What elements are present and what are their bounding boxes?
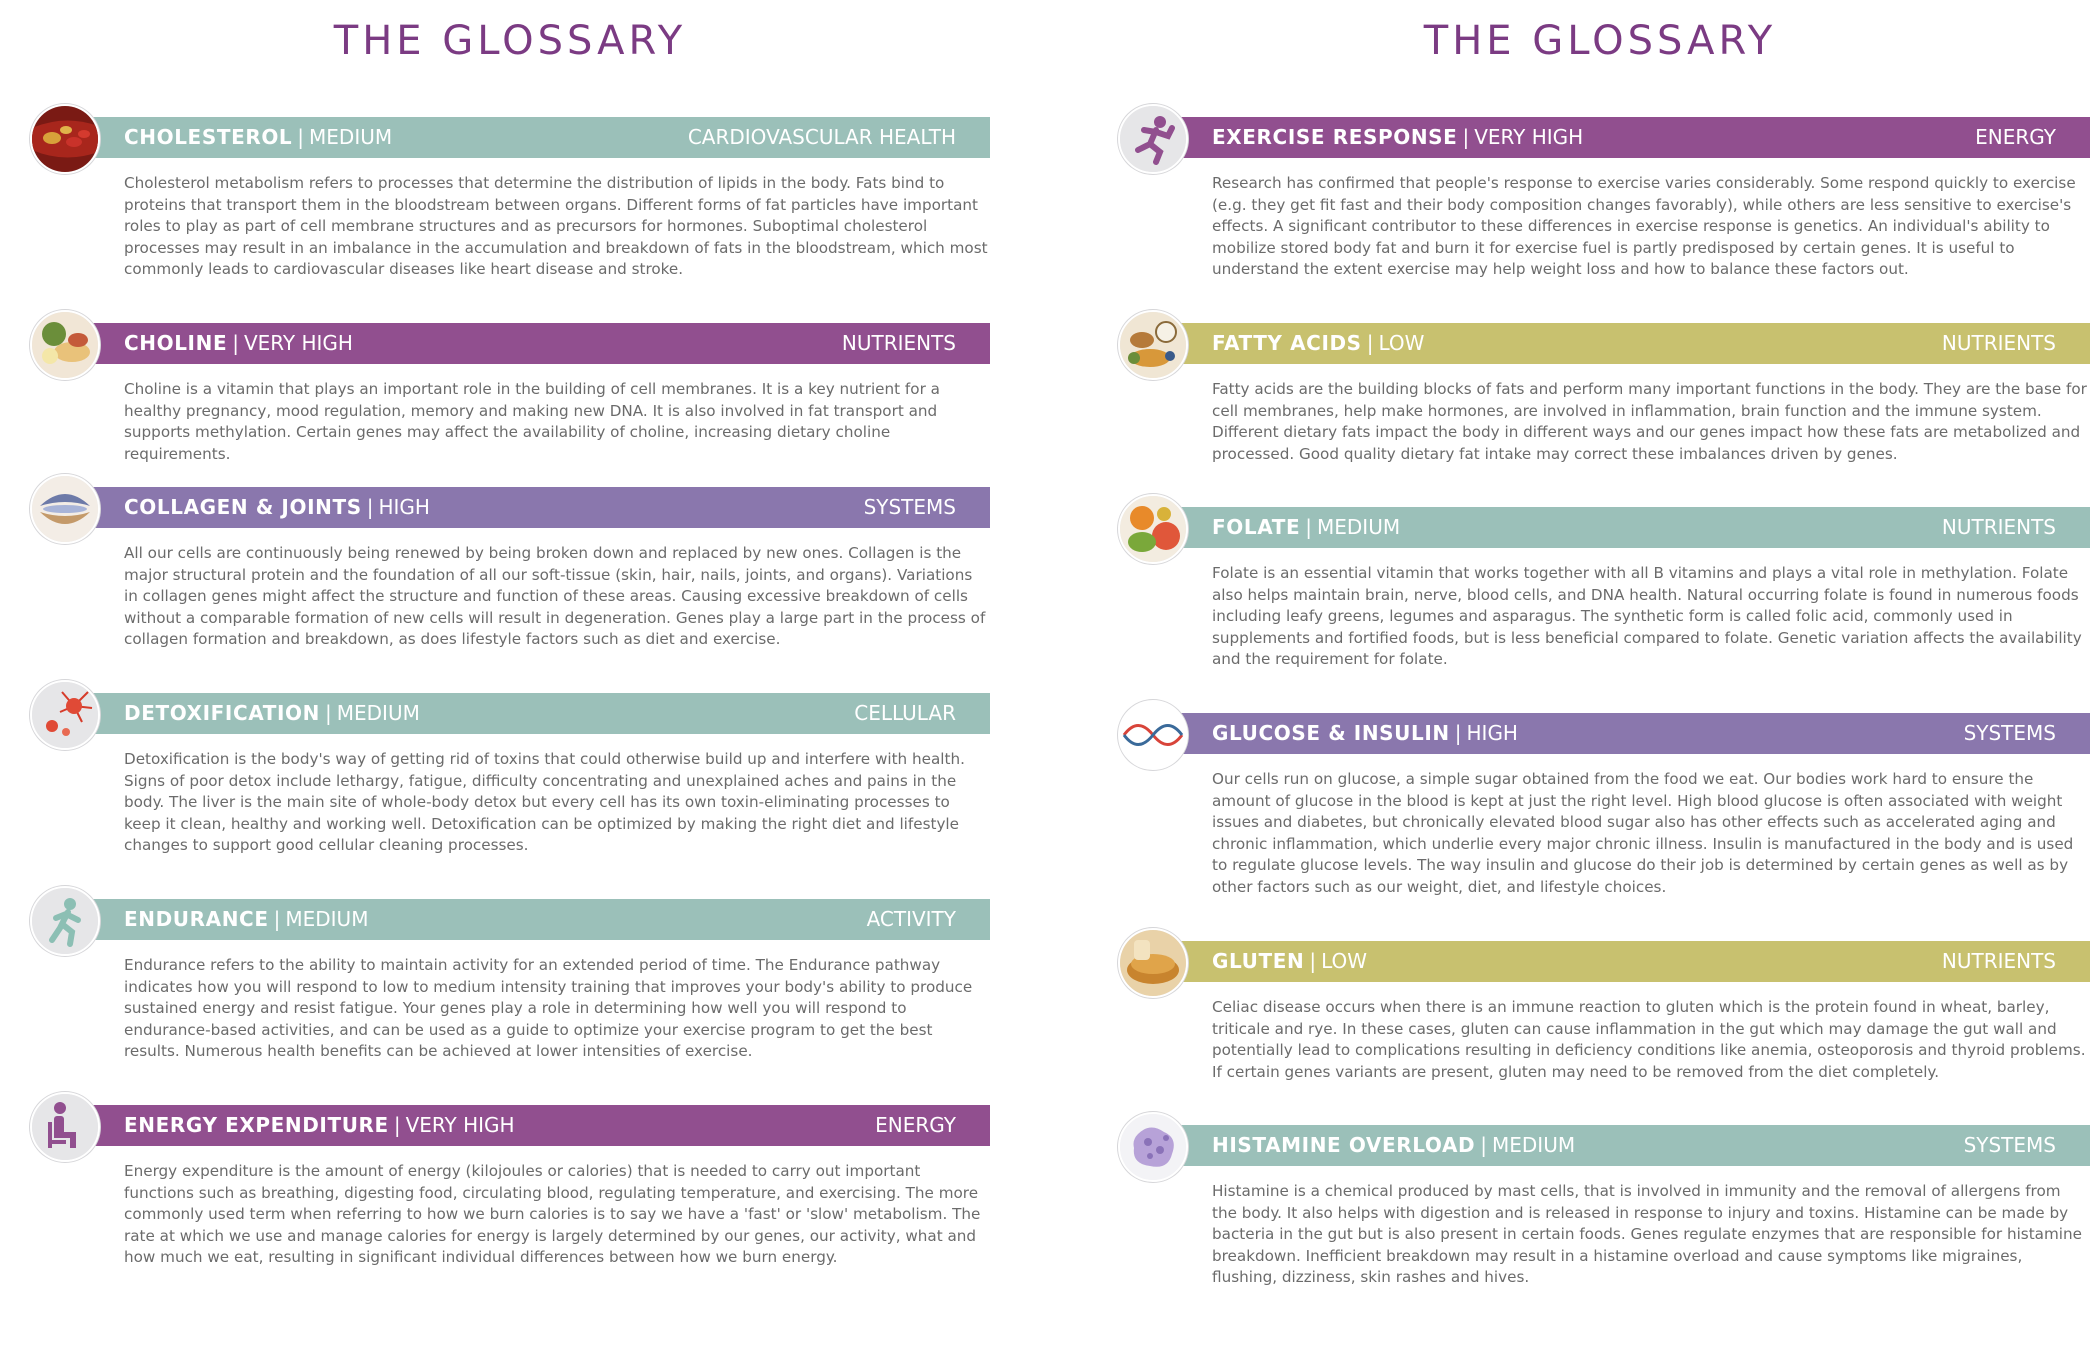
- entry-level: HIGH: [1466, 721, 1518, 745]
- entry-description: Histamine is a chemical produced by mast cells, that is involved in immunity and the removal of allergens from the body. It also helps with digestion and is released in response to injury and toxins. Histamine can be made by bacteria in the gut but is also present in certain foods. Genes regulate enzymes that are responsible for histamine breakdown. Inefficient breakdown may result in a histamine overload and cause symptoms like migraines, flushing, dizziness, skin rashes and hives.: [1212, 1182, 2082, 1286]
- entry-separator: |: [273, 907, 281, 931]
- entry-description: All our cells are continuously being renewed by being broken down and replaced by new ones. Collagen is the major structural protein and the foundation of all our soft-tissue (skin, hair, nails, joints, and organs). Variations in collagen genes might affect the structure and function of these areas. Causing excessive breakdown of cells without a comparable formation of new cells will result in degeneration. Genes play a large part in the process of collagen formation and breakdown, as does lifestyle factors such as diet and exercise.: [124, 544, 986, 648]
- entry-level: HIGH: [378, 495, 430, 519]
- bread-icon: [1118, 928, 1188, 998]
- entry-name: FOLATE: [1212, 515, 1301, 539]
- entry-separator: |: [1454, 721, 1462, 745]
- entry-description: Energy expenditure is the amount of energy (kilojoules or calories) that is needed to carry out important functions such as breathing, digesting food, circulating blood, regulating temperature, and exercising. The more commonly used term when referring to how we burn calories is to say we have a 'fast' or 'slow' metabolism. The rate at which we use and manage calories for energy is largely determined by our genes, our activity, what and how much we eat, resulting in significant individual differences between how we burn energy.: [124, 1162, 981, 1266]
- entry-name: CHOLINE: [124, 331, 228, 355]
- entry-header-bar: [1176, 507, 2090, 548]
- entry-header-bar: [1176, 941, 2090, 982]
- entry-header-bar: [88, 899, 990, 940]
- entry-separator: |: [1480, 1133, 1487, 1157]
- entry-description: Choline is a vitamin that plays an important role in the building of cell membranes. It is a key nutrient for a healthy pregnancy, mood regulation, memory and making new DNA. It is also involved in fat transport and supports methylation. Certain genes may affect the availability of choline, increasing dietary choline requirements.: [124, 380, 940, 463]
- entry-header-bar: [88, 487, 990, 528]
- entry-level: VERY HIGH: [1474, 125, 1584, 149]
- running-figure-icon: [1118, 104, 1188, 174]
- entry-separator: |: [366, 495, 374, 519]
- entry-separator: |: [325, 701, 332, 725]
- entry-name: FATTY ACIDS: [1212, 331, 1362, 355]
- entry-description: Fatty acids are the building blocks of fats and perform many important functions in the body. They are the base for cell membranes, help make hormones, are involved in inflammation, brain function and the immune system. Different dietary fats impact the body in different ways and our genes impact how these fats are metabolized and processed. Good quality dietary fat intake may correct these imbalances driven by genes.: [1212, 380, 2087, 463]
- entry-description: Our cells run on glucose, a simple sugar obtained from the food we eat. Our bodies work hard to ensure the amount of glucose in the blood is kept at just the right level. High blood glucose is often associated with weight issues and diabetes, but chronically elevated blood sugar also has other effects such as accelerated aging and chronic inflammation, which underlie every major chronic illness. Insulin is manufactured in the body and is used to regulate glucose levels. The way insulin and glucose do their job is determined by certain genes as well as by other factors such as our weight, diet, and lifestyle choices.: [1212, 770, 2074, 896]
- entry-category: NUTRIENTS: [1941, 949, 2056, 973]
- entry-header-bar: [88, 117, 990, 158]
- entry-level: MEDIUM: [285, 907, 369, 931]
- seated-person-icon: [30, 1092, 100, 1162]
- healthy-fats-icon: [1118, 310, 1188, 380]
- entry-header-bar: [88, 1105, 990, 1146]
- entry-description: Research has confirmed that people's response to exercise varies considerably. Some respond quickly to exercise (e.g. they get fit fast and their body composition changes favorably), while others are less sensitive to exercise's effects. A significant contributor to these differences in exercise response is genetics. An individual's ability to mobilize stored body fat and burn it for exercise fuel is partly predisposed by certain genes. It is useful to understand the extent exercise may help weight loss and how to balance these factors out.: [1212, 174, 2076, 278]
- entry-category: NUTRIENTS: [1941, 331, 2056, 355]
- entry-category: SYSTEMS: [1963, 721, 2056, 745]
- entry-description: Endurance refers to the ability to maintain activity for an extended period of time. The Endurance pathway indicates how you will respond to low to medium intensity training that improves your body's ability to produce sustained energy and resist fatigue. Your genes play a role in determining how well you will respond to endurance-based activities, and can be used as a guide to optimize your exercise program to get the best results. Numerous health benefits can be achieved at lower intensities of exercise.: [124, 956, 973, 1060]
- food-plate-icon: [30, 310, 100, 380]
- entry-separator: |: [1309, 949, 1317, 973]
- entry-level: VERY HIGH: [405, 1113, 515, 1137]
- entry-category: ACTIVITY: [866, 907, 956, 931]
- entry-header-bar: [88, 323, 990, 364]
- entry-header-bar: [1176, 117, 2090, 158]
- entry-header-bar: [1176, 323, 2090, 364]
- entry-category: ENERGY: [1975, 125, 2056, 149]
- glucose-wave-icon: [1118, 700, 1188, 770]
- entry-header-bar: [88, 693, 990, 734]
- entry-separator: |: [297, 125, 305, 149]
- entry-level: MEDIUM: [309, 125, 393, 149]
- page-title: THE GLOSSARY: [1423, 18, 1777, 64]
- entry-level: MEDIUM: [336, 701, 420, 725]
- entry-level: LOW: [1378, 331, 1425, 355]
- entry-category: CARDIOVASCULAR HEALTH: [687, 125, 956, 149]
- mast-cell-icon: [1118, 1112, 1188, 1182]
- entry-description: Cholesterol metabolism refers to processes that determine the distribution of lipids in the body. Fats bind to proteins that transport them in the bloodstream between organs. Different forms of fat particles have important roles to play as part of cell membrane structures and as precursors for hormones. Suboptimal cholesterol processes may result in an imbalance in the accumulation and breakdown of fats in the bloodstream, which most commonly leads to cardiovascular diseases like heart disease and stroke.: [124, 174, 988, 278]
- entry-separator: |: [1462, 125, 1470, 149]
- entry-name: GLUTEN: [1212, 949, 1305, 973]
- entry-category: NUTRIENTS: [1941, 515, 2056, 539]
- entry-category: ENERGY: [875, 1113, 956, 1137]
- entry-description: Folate is an essential vitamin that works together with all B vitamins and plays a vital role in methylation. Folate also helps maintain brain, nerve, blood cells, and DNA health. Natural occurring folate is found in numerous foods including leafy greens, legumes and asparagus. The synthetic form is called folic acid, commonly used in supplements and fortified foods, but is less beneficial compared to folate. Genetic variation affects the availability and the requirement for folate.: [1212, 564, 2082, 668]
- entry-separator: |: [1305, 515, 1312, 539]
- entry-category: SYSTEMS: [1963, 1133, 2056, 1157]
- entry-name: ENERGY EXPENDITURE: [124, 1113, 389, 1137]
- entry-header-bar: [1176, 713, 2090, 754]
- entry-category: CELLULAR: [854, 701, 956, 725]
- entry-level: MEDIUM: [1317, 515, 1401, 539]
- entry-name: EXERCISE RESPONSE: [1212, 125, 1458, 149]
- entry-description: Detoxification is the body's way of getting rid of toxins that could otherwise build up and interfere with health. Signs of poor detox include lethargy, fatigue, difficulty concentrating and unexplained aches and pains in the body. The liver is the main site of whole-body detox but every cell has its own toxin-eliminating processes to keep it clean, healthy and working well. Detoxification can be optimized by making the right diet and lifestyle changes to support good cellular cleaning processes.: [124, 750, 965, 854]
- entry-category: NUTRIENTS: [841, 331, 956, 355]
- blood-vessel-icon: [30, 104, 100, 174]
- entry-level: LOW: [1321, 949, 1368, 973]
- entry-header-bar: [1176, 1125, 2090, 1166]
- entry-category: SYSTEMS: [863, 495, 956, 519]
- entry-separator: |: [1366, 331, 1374, 355]
- entry-name: ENDURANCE: [124, 907, 269, 931]
- virus-icon: [30, 680, 100, 750]
- entry-separator: |: [232, 331, 239, 355]
- entry-separator: |: [393, 1113, 401, 1137]
- entry-name: DETOXIFICATION: [124, 701, 320, 725]
- entry-description: Celiac disease occurs when there is an immune reaction to gluten which is the protein found in wheat, barley, triticale and rye. In these cases, gluten can cause inflammation in the gut which may damage the gut wall and potentially lead to complications resulting in deficiency conditions like anemia, osteoporosis and thyroid problems. If certain genes variants are present, gluten may need to be removed from the diet completely.: [1212, 998, 2086, 1081]
- runner-icon: [30, 886, 100, 956]
- entry-name: HISTAMINE OVERLOAD: [1212, 1133, 1476, 1157]
- fruit-vegetables-icon: [1118, 494, 1188, 564]
- entry-name: COLLAGEN & JOINTS: [124, 495, 362, 519]
- entry-name: CHOLESTEROL: [124, 125, 293, 149]
- joint-icon: [30, 474, 100, 544]
- page-title: THE GLOSSARY: [333, 18, 687, 64]
- entry-level: VERY HIGH: [243, 331, 353, 355]
- entry-level: MEDIUM: [1492, 1133, 1576, 1157]
- entry-name: GLUCOSE & INSULIN: [1212, 721, 1450, 745]
